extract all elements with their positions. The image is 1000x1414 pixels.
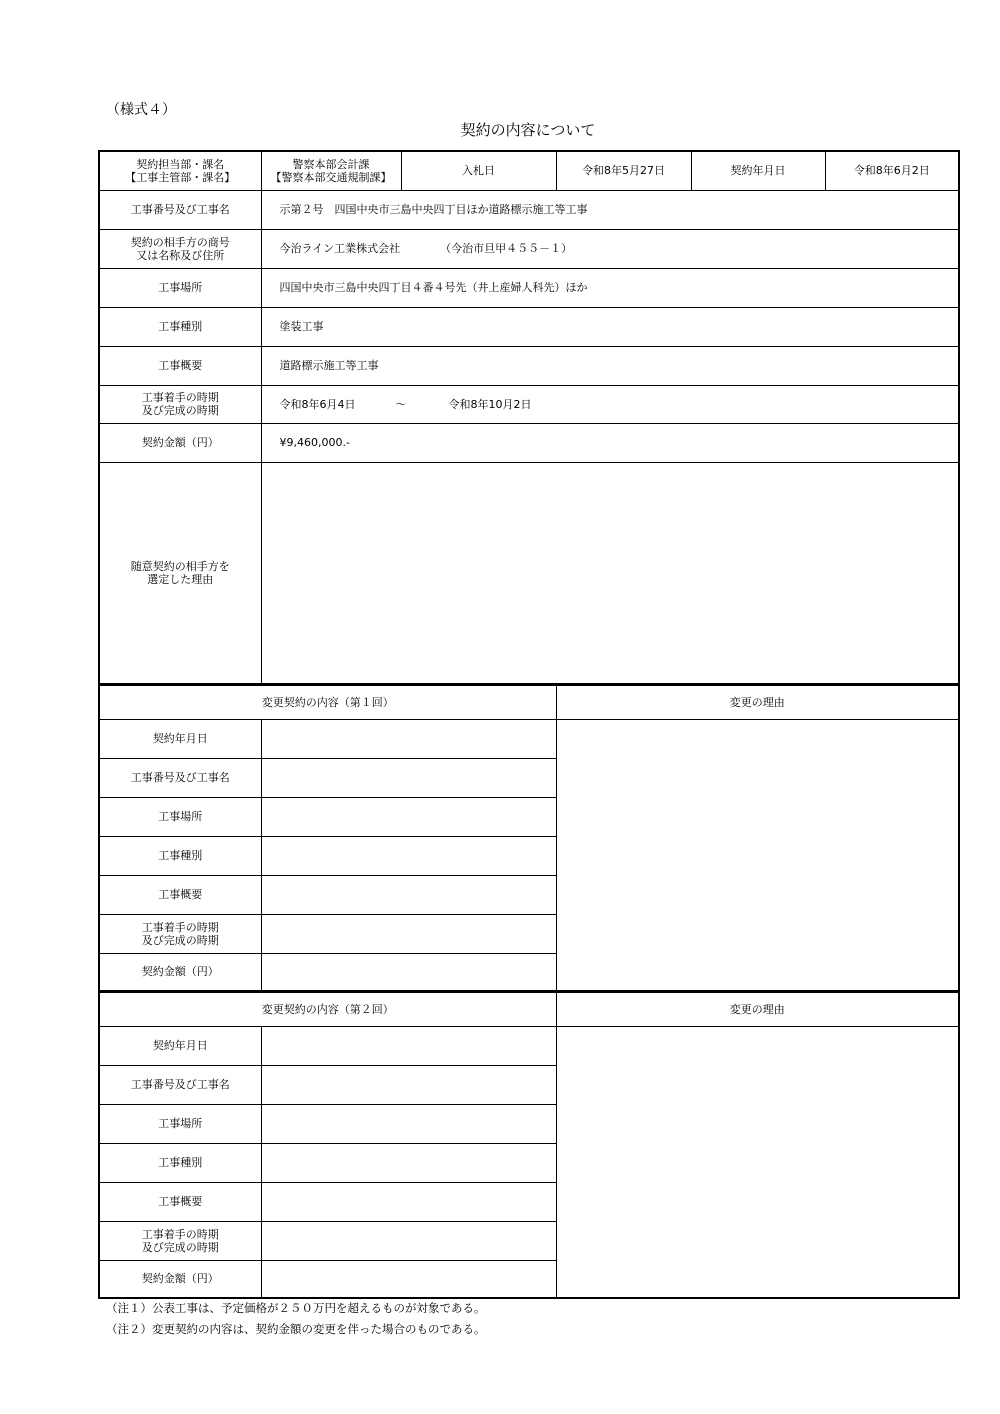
bid-date-value: 令和8年5月27日	[556, 151, 691, 190]
change-1-label-contract-date: 契約年月日	[99, 719, 261, 758]
selection-reason-label: 随意契約の相手方を 選定した理由	[99, 462, 261, 684]
row-contractor	[99, 229, 959, 268]
note-2: （注２）変更契約の内容は、契約金額の変更を伴った場合のものである。	[106, 1322, 486, 1336]
work-start-date: 令和8年6月4日	[279, 397, 356, 411]
change-1-label-work-period: 工事着手の時期 及び完成の時期	[99, 914, 261, 953]
change-2-label-work-summary: 工事概要	[99, 1182, 261, 1221]
work-type-value: 塗装工事	[261, 307, 959, 346]
change-1-label-work-location: 工事場所	[99, 797, 261, 836]
change-1-value-cell	[261, 758, 556, 797]
change-2-value-cell	[261, 1026, 556, 1065]
work-name-label: 工事番号及び工事名	[99, 190, 261, 229]
change-2-label-amount: 契約金額（円）	[99, 1260, 261, 1298]
contractor-address: （今治市旦甲４５５－１）	[440, 242, 573, 255]
change-1-reason-cell	[556, 719, 959, 991]
work-name-value: 示第２号 四国中央市三島中央四丁目ほか道路標示施工等工事	[261, 190, 959, 229]
change-2-value-cell	[261, 1104, 556, 1143]
change-2-value-cell	[261, 1143, 556, 1182]
row-work-location	[99, 268, 959, 307]
change-2-label-contract-date: 契約年月日	[99, 1026, 261, 1065]
row-work-name	[99, 190, 959, 229]
change-1-header-row	[99, 685, 959, 719]
work-location-value: 四国中央市三島中央四丁目４番４号先（井上産婦人科先）ほか	[261, 268, 959, 307]
header-row	[99, 151, 959, 190]
selection-reason-value	[261, 462, 959, 684]
work-summary-value: 道路標示施工等工事	[261, 346, 959, 385]
document-title: 契約の内容について	[460, 121, 596, 139]
change-1-value-cell	[261, 914, 556, 953]
change-2-header-row	[99, 992, 959, 1026]
work-summary-label: 工事概要	[99, 346, 261, 385]
row-work-type	[99, 307, 959, 346]
dept-value: 警察本部会計課 【警察本部交通規制課】	[261, 151, 401, 190]
change-2-label-work-location: 工事場所	[99, 1104, 261, 1143]
change-2-value-cell	[261, 1260, 556, 1298]
change-2-label-work-name: 工事番号及び工事名	[99, 1065, 261, 1104]
work-period-label: 工事着手の時期 及び完成の時期	[99, 385, 261, 423]
change-1-value-cell	[261, 953, 556, 991]
change-table-2	[98, 991, 960, 1299]
change-1-label-work-name: 工事番号及び工事名	[99, 758, 261, 797]
change-1-value-cell	[261, 719, 556, 758]
contractor-cell	[261, 229, 959, 268]
change-1-label-amount: 契約金額（円）	[99, 953, 261, 991]
change-2-label-work-type: 工事種別	[99, 1143, 261, 1182]
change-table-1	[98, 684, 960, 992]
change-2-reason-cell	[556, 1026, 959, 1298]
work-location-label: 工事場所	[99, 268, 261, 307]
change-1-label-work-summary: 工事概要	[99, 875, 261, 914]
form-code: （様式４）	[106, 102, 176, 118]
period-separator: ～	[395, 397, 407, 411]
change-2-value-cell	[261, 1221, 556, 1260]
change-2-header: 変更契約の内容（第２回）	[99, 992, 556, 1026]
note-1: （注１）公表工事は、予定価格が２５０万円を超えるものが対象である。	[106, 1301, 486, 1315]
contractor-name: 今治ライン工業株式会社	[279, 242, 401, 255]
contract-table	[98, 150, 960, 685]
contractor-label: 契約の相手方の商号 又は名称及び住所	[99, 229, 261, 268]
contract-amount-value: ¥9,460,000.-	[261, 423, 959, 462]
dept-label: 契約担当部・課名 【工事主管部・課名】	[99, 151, 261, 190]
change-2-label-work-period: 工事着手の時期 及び完成の時期	[99, 1221, 261, 1260]
work-period-cell	[261, 385, 959, 423]
change-2-value-cell	[261, 1065, 556, 1104]
change-2-reason-header: 変更の理由	[556, 992, 959, 1026]
bid-date-label: 入札日	[401, 151, 556, 190]
change-2-value-cell	[261, 1182, 556, 1221]
change-1-value-cell	[261, 797, 556, 836]
work-end-date: 令和8年10月2日	[448, 397, 532, 411]
row-work-period	[99, 385, 959, 423]
row-selection-reason	[99, 462, 959, 684]
change-1-value-cell	[261, 875, 556, 914]
contract-date-label: 契約年月日	[691, 151, 825, 190]
row-work-summary	[99, 346, 959, 385]
change-1-header: 変更契約の内容（第１回）	[99, 685, 556, 719]
row-contract-amount	[99, 423, 959, 462]
change-1-label-work-type: 工事種別	[99, 836, 261, 875]
change-1-value-cell	[261, 836, 556, 875]
contract-date-value: 令和8年6月2日	[825, 151, 959, 190]
contract-amount-label: 契約金額（円）	[99, 423, 261, 462]
work-type-label: 工事種別	[99, 307, 261, 346]
change-1-reason-header: 変更の理由	[556, 685, 959, 719]
